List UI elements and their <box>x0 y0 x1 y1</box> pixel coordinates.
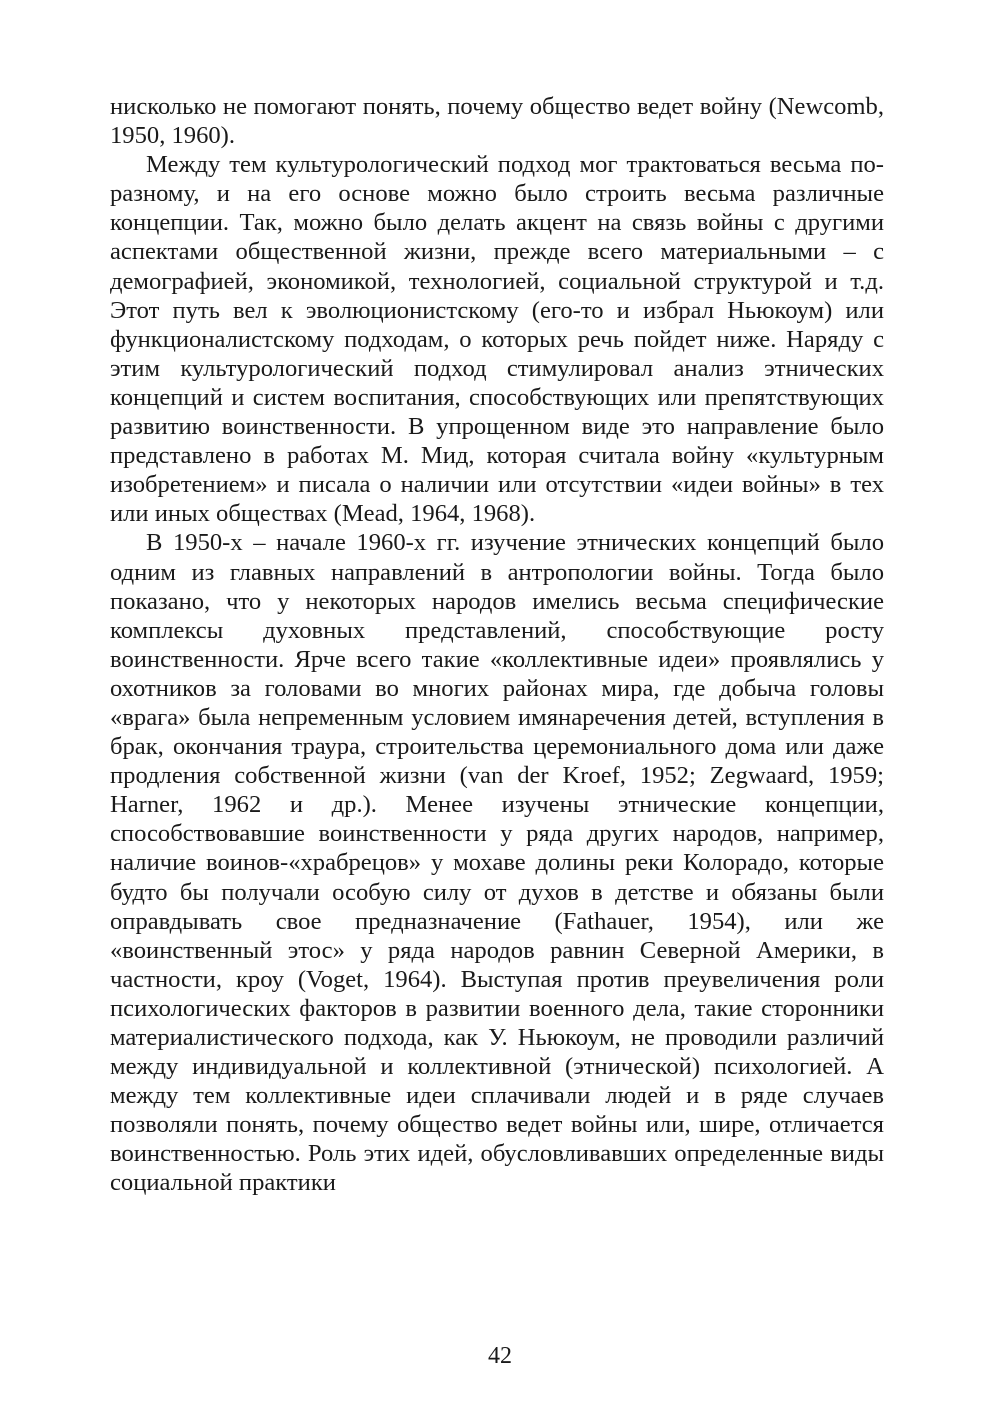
paragraph-culturological-approach: Между тем культурологический подход мог трактоваться весьма по-разному, и на его основе можно было строить весьма различные концепции. Так, можно было делать акцент на связь войны с другими аспектами общественной жизни, прежде всего материальными – с демографией, экономикой, технологией, социальной структурой и т.д. Этот путь вел к эволюционистскому (его-то и избрал Ньюкоум) или функционалистскому подходам, о которых речь пойдет ниже. Наряду с этим культурологический подход стимулировал анализ этнических концепций и систем воспитания, способствующих или препятствующих развитию воинственности. В упрощенном виде это направление было представлено в работах М. Мид, которая считала войну «культурным изобретением» и писала о наличии или отсутствии «идеи войны» в тех или иных обществах (Mead, 1964, 1968). <box>110 151 884 528</box>
paragraph-ethnic-concepts: В 1950-х – начале 1960-х гг. изучение этнических концепций было одним из главных направлений в антропологии войны. Тогда было показано, что у некоторых народов имелись весьма специфические комплексы духовных представлений, способствующие росту воинственности. Ярче всего такие «коллективные идеи» проявлялись у охотников за головами во многих районах мира, где добыча головы «врага» была непременным условием имянаречения детей, вступления в брак, окончания траура, строительства церемониального дома или даже продления собственной жизни (van der Kroef, 1952; Zegwaard, 1959; Harner, 1962 и др.). Менее изучены этнические концепции, способствовавшие воинственности у ряда других народов, например, наличие воинов-«храбрецов» у мохаве долины реки Колорадо, которые будто бы получали особую силу от духов в детстве и обязаны были оправдывать свое предназначение (Fathauer, 1954), или же «воинственный этос» у ряда народов равнин Северной Америки, в частности, кроу (Voget, 1964). Выступая против преувеличения роли психологических факторов в развитии военного дела, такие сторонники материалистического подхода, как У. Ньюкоум, не проводили различий между индивидуальной и коллективной (этнической) психологией. А между тем коллективные идеи сплачивали людей и в ряде случаев позволяли понять, почему общество ведет войны или, шире, отличается воинственностью. Роль этих идей, обусловливавших определенные виды социальной практики <box>110 529 884 1197</box>
body-text <box>110 92 884 1198</box>
paragraph-continuation: нисколько не помогают понять, почему общество ведет войну (Newcomb, 1950, 1960). <box>110 93 884 150</box>
page-number: 42 <box>488 1343 512 1369</box>
